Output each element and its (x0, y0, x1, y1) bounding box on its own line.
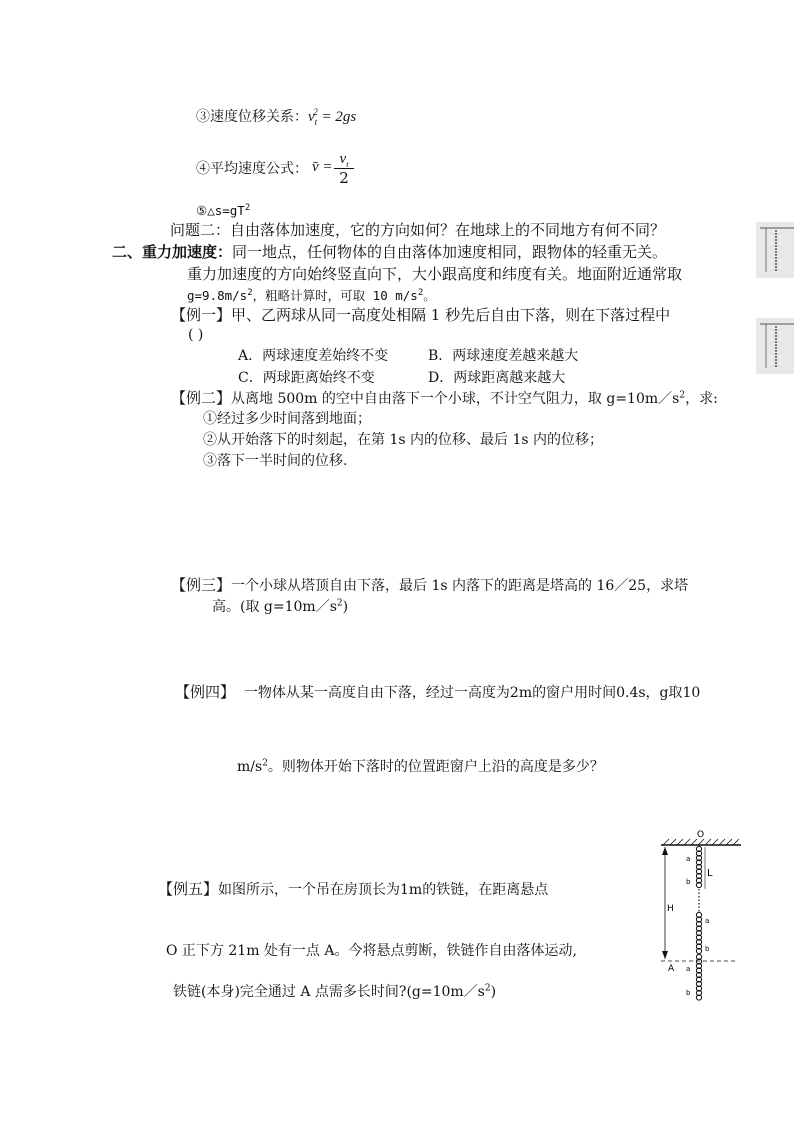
example-3-line-2: 高。(取 $g=10m/s^2$) (212, 598, 349, 615)
example-3-line-2a: 高。(取 g=10m／s (212, 599, 337, 615)
formula-average-velocity (196, 162, 308, 176)
thumbnail-figure-1 (756, 222, 794, 278)
example-1-question (171, 308, 670, 323)
example-4-line-1: 一物体从某一高度自由下落，经过一高度为2m的窗户用时间0.4s，g取10 (243, 685, 701, 701)
formula-velocity-displacement (196, 107, 357, 127)
formula-5-sup: 2 (244, 202, 251, 213)
chain-figure (655, 825, 750, 1005)
label-b-top: b (686, 878, 691, 886)
formula-4-fraction: $v_t$ 2 (334, 151, 354, 186)
formula-4-lhs: v̄ = (312, 159, 333, 175)
example-5-title: 【例五】 (158, 880, 219, 898)
section-text-1: 同一地点，任何物体的自由落体加速度相同，跟物体的轻重无关。 (232, 243, 668, 261)
example-5-line-3b: ) (490, 984, 497, 1000)
g-value-c: 。 (423, 288, 436, 303)
example-3-line-1: 一个小球从塔顶自由下落，最后 1s 内落下的距离是塔高的 16／25，求塔 (231, 578, 689, 594)
example-5-line-3: 铁链(本身)完全通过 A 点需多长时间$?(g=10m/s^2)$ (173, 983, 497, 1000)
example-3-question (171, 578, 688, 593)
section-text-3: $g=9.8m/s^2$，粗略计算时，可取 10 $m/s^2$。 (187, 287, 436, 303)
option-a: A．两球速度差始终不变 (238, 348, 389, 364)
label-b-mid: b (705, 945, 710, 953)
example-2-sub-1: ①经过多少时间落到地面； (203, 411, 371, 427)
example-4-question (175, 685, 700, 700)
option-c: C．两球距离始终不变 (238, 370, 375, 386)
example-4-line-2a: m/s (237, 759, 263, 775)
example-2-sub-2: ②从开始落下的时刻起，在第 1s 内的位移、最后 1s 内的位移； (203, 432, 603, 448)
example-1-title: 【例一】 (171, 306, 232, 324)
example-1-text: 甲、乙两球从同一高度处相隔 1 秒先后自由下落，则在下落过程中 (231, 306, 671, 324)
formula-3-math: $v_t^2 = 2gs$ (308, 107, 357, 127)
label-A: A (668, 964, 675, 974)
example-2-title: 【例二】 (171, 389, 232, 407)
example-2-text-b: ，求: (685, 391, 718, 407)
answer-paren: ( ) (188, 327, 204, 343)
example-3-line-2b: ) (342, 599, 349, 615)
example-4-line-2b: 。则物体开始下落时的位置距窗户上沿的高度是多少？ (267, 759, 604, 775)
section-text-2: 重力加速度的方向始终竖直向下，大小跟高度和纬度有关。地面附近通常取 (187, 265, 683, 283)
example-2-text-a: 从离地 500m 的空中自由落下一个小球，不计空气阻力，取 g=10m／s (231, 391, 680, 407)
chain-diagram-svg (655, 825, 750, 1005)
example-5-line-2: O 正下方 21m 处有一点 A。今将悬点剪断，铁链作自由落体运动, (166, 943, 577, 959)
label-b-low: b (686, 989, 691, 997)
example-5-line-1: 如图所示，一个吊在房顶长为1m的铁链，在距离悬点 (218, 882, 549, 898)
example-3-title: 【例三】 (171, 576, 232, 594)
label-a-top: a (686, 855, 691, 863)
option-d: D．两球距离越来越大 (428, 370, 566, 386)
example-4-title: 【例四】 (175, 683, 236, 701)
label-a-low: a (686, 965, 691, 973)
g-value-b: ，粗略计算时，可取 10 m/s (252, 288, 418, 303)
formula-delta-s (196, 202, 251, 218)
label-L: L (707, 868, 713, 879)
example-4-line-2: $m/s^2$。则物体开始下落时的位置距窗户上沿的高度是多少？ (237, 758, 604, 775)
example-2-question: 【例二】从离地 500m 的空中自由落下一个小球，不计空气阻力，取 $g=10m/s^2$，求: (171, 389, 718, 407)
label-H: H (667, 904, 674, 914)
section-gravity-acceleration (112, 245, 667, 260)
example-5-line-3a: 铁链(本身)完全通过 A 点需多长时间?(g=10m／s (173, 984, 485, 1000)
label-O: O (697, 830, 705, 840)
example-5-question (158, 882, 548, 897)
g-value-a: g=9.8m/s (187, 288, 248, 303)
label-a-mid: a (705, 917, 710, 925)
section-heading: 二、重力加速度： (112, 243, 233, 261)
thumbnail-figure-2 (756, 318, 794, 374)
formula-5-text: ⑤△s=gT (196, 203, 245, 218)
formula-4-label: ④平均速度公式： (196, 161, 308, 177)
option-b: B．两球速度差越来越大 (428, 348, 579, 364)
example-2-sub-3: ③落下一半时间的位移. (203, 453, 348, 469)
question-2: 问题二：自由落体加速度，它的方向如何？在地球上的不同地方有何不同？ (170, 221, 666, 239)
formula-3-label: ③速度位移关系： (196, 109, 308, 125)
